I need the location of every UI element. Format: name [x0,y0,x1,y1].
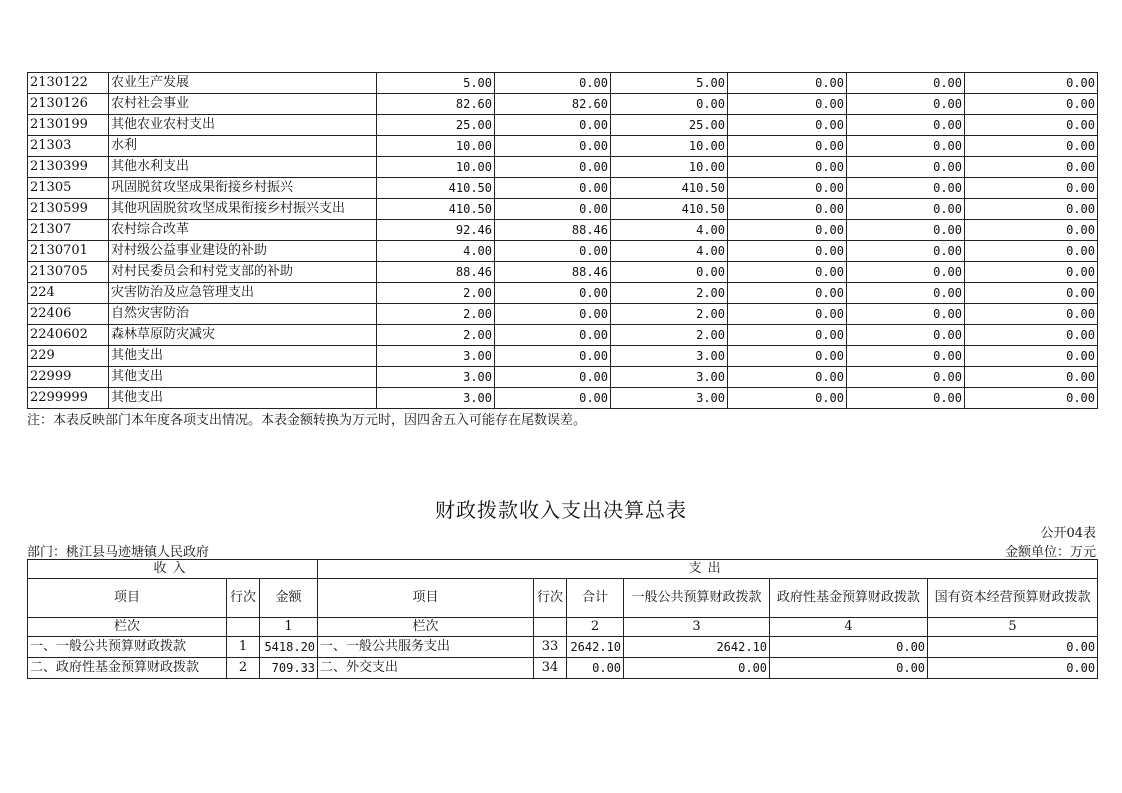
row-total: 3.00 [377,367,495,388]
row-basic: 0.00 [495,199,611,220]
row-code: 229 [28,346,109,367]
table-row [28,199,1098,220]
row-basic: 88.46 [495,220,611,241]
row-total: 88.46 [377,262,495,283]
row-total: 10.00 [377,136,495,157]
row-v4: 0.00 [728,283,847,304]
row-total: 25.00 [377,115,495,136]
row-v5: 0.00 [847,178,965,199]
row-basic: 88.46 [495,262,611,283]
row-v6: 0.00 [965,388,1098,409]
row-name: 其他支出 [109,346,377,367]
row-name: 自然灾害防治 [109,304,377,325]
row-v6: 0.00 [965,220,1098,241]
row-basic: 0.00 [495,241,611,262]
row-v6: 0.00 [965,136,1098,157]
row-project: 0.00 [611,94,728,115]
summary-general: 0.00 [624,658,770,679]
row-name: 农村社会事业 [109,94,377,115]
row-basic: 0.00 [495,367,611,388]
column-index-3: 3 [624,618,770,637]
row-name: 其他农业农村支出 [109,115,377,136]
row-code: 2130399 [28,157,109,178]
row-code: 224 [28,283,109,304]
row-name: 农村综合改革 [109,220,377,241]
row-v6: 0.00 [965,94,1098,115]
row-total: 3.00 [377,388,495,409]
summary-fund: 0.00 [770,658,928,679]
table-row [28,283,1098,304]
summary-row [28,637,1098,658]
row-total: 410.50 [377,178,495,199]
row-v5: 0.00 [847,283,965,304]
col-expense-item: 项目 [318,579,534,618]
row-basic: 0.00 [495,283,611,304]
row-v5: 0.00 [847,94,965,115]
summary-state: 0.00 [928,637,1098,658]
table-row [28,178,1098,199]
row-v6: 0.00 [965,73,1098,94]
department-label: 部门：桃江县马迹塘镇人民政府 [27,545,210,560]
table-row [28,241,1098,262]
row-code: 2240602 [28,325,109,346]
col-fund-budget: 政府性基金预算财政拨款 [770,579,928,618]
row-v6: 0.00 [965,241,1098,262]
row-v4: 0.00 [728,94,847,115]
summary-fund: 0.00 [770,637,928,658]
table-row [28,262,1098,283]
col-income-amount: 金额 [260,579,318,618]
row-total: 410.50 [377,199,495,220]
summary-income-amount: 709.33 [260,658,318,679]
row-v6: 0.00 [965,367,1098,388]
summary-expense-item: 一、一般公共服务支出 [318,637,534,658]
row-v5: 0.00 [847,367,965,388]
summary-expense-line: 33 [534,637,567,658]
column-index-empty-2 [534,618,567,637]
row-total: 10.00 [377,157,495,178]
row-total: 5.00 [377,73,495,94]
row-v4: 0.00 [728,157,847,178]
report-title: 财政拨款收入支出决算总表 [435,498,687,522]
table-row [28,388,1098,409]
row-v4: 0.00 [728,325,847,346]
row-project: 10.00 [611,157,728,178]
row-v4: 0.00 [728,346,847,367]
row-code: 2299999 [28,388,109,409]
row-v5: 0.00 [847,136,965,157]
row-code: 2130122 [28,73,109,94]
form-number: 公开04表 [1040,526,1096,541]
row-name: 其他水利支出 [109,157,377,178]
row-code: 22406 [28,304,109,325]
row-basic: 0.00 [495,388,611,409]
row-code: 21307 [28,220,109,241]
row-project: 410.50 [611,178,728,199]
amount-unit-label: 金额单位：万元 [1004,545,1096,560]
row-v5: 0.00 [847,304,965,325]
summary-income-line: 1 [227,637,260,658]
row-basic: 0.00 [495,178,611,199]
row-code: 21305 [28,178,109,199]
row-total: 2.00 [377,325,495,346]
expense-header: 支出 [318,560,1098,579]
row-total: 3.00 [377,346,495,367]
row-v4: 0.00 [728,136,847,157]
row-basic: 0.00 [495,115,611,136]
col-state-capital: 国有资本经营预算财政拨款 [928,579,1098,618]
col-income-item: 项目 [28,579,227,618]
column-index-empty [227,618,260,637]
row-v6: 0.00 [965,115,1098,136]
row-name: 对村民委员会和村党支部的补助 [109,262,377,283]
row-total: 2.00 [377,283,495,304]
row-basic: 0.00 [495,304,611,325]
summary-income-line: 2 [227,658,260,679]
row-v6: 0.00 [965,178,1098,199]
summary-income-amount: 5418.20 [260,637,318,658]
summary-income-item: 二、政府性基金预算财政拨款 [28,658,227,679]
row-project: 3.00 [611,346,728,367]
col-expense-line: 行次 [534,579,567,618]
summary-expense-line: 34 [534,658,567,679]
row-v6: 0.00 [965,283,1098,304]
row-project: 3.00 [611,388,728,409]
summary-row [28,658,1098,679]
table-row [28,220,1098,241]
summary-total: 2642.10 [567,637,624,658]
row-total: 82.60 [377,94,495,115]
row-v5: 0.00 [847,346,965,367]
row-v5: 0.00 [847,388,965,409]
row-v6: 0.00 [965,325,1098,346]
row-name: 森林草原防灾减灾 [109,325,377,346]
row-basic: 0.00 [495,346,611,367]
row-basic: 0.00 [495,157,611,178]
col-total: 合计 [567,579,624,618]
row-v5: 0.00 [847,157,965,178]
row-v5: 0.00 [847,199,965,220]
row-basic: 0.00 [495,325,611,346]
table-row [28,115,1098,136]
row-v4: 0.00 [728,220,847,241]
table-note: 注：本表反映部门本年度各项支出情况。本表金额转换为万元时，因四舍五入可能存在尾数误差。 [27,413,587,428]
summary-total: 0.00 [567,658,624,679]
row-code: 2130199 [28,115,109,136]
column-index-5: 5 [928,618,1098,637]
row-v5: 0.00 [847,241,965,262]
row-v4: 0.00 [728,388,847,409]
row-v6: 0.00 [965,262,1098,283]
row-project: 410.50 [611,199,728,220]
summary-income-item: 一、一般公共预算财政拨款 [28,637,227,658]
row-project: 0.00 [611,262,728,283]
row-code: 2130701 [28,241,109,262]
fiscal-summary-table [27,559,1098,679]
table-row [28,157,1098,178]
col-general-budget: 一般公共预算财政拨款 [624,579,770,618]
row-code: 2130126 [28,94,109,115]
row-basic: 0.00 [495,73,611,94]
row-v4: 0.00 [728,367,847,388]
row-name: 巩固脱贫攻坚成果衔接乡村振兴 [109,178,377,199]
row-project: 2.00 [611,304,728,325]
row-project: 4.00 [611,241,728,262]
row-v5: 0.00 [847,262,965,283]
row-v4: 0.00 [728,115,847,136]
row-name: 灾害防治及应急管理支出 [109,283,377,304]
income-header: 收入 [28,560,318,579]
expense-detail-table [27,72,1098,409]
row-code: 21303 [28,136,109,157]
row-code: 2130705 [28,262,109,283]
row-project: 2.00 [611,283,728,304]
column-index-4: 4 [770,618,928,637]
row-v4: 0.00 [728,199,847,220]
col-income-line: 行次 [227,579,260,618]
row-v4: 0.00 [728,262,847,283]
column-index-label: 栏次 [28,618,227,637]
row-project: 4.00 [611,220,728,241]
row-project: 2.00 [611,325,728,346]
row-name: 其他支出 [109,388,377,409]
row-v5: 0.00 [847,220,965,241]
row-project: 3.00 [611,367,728,388]
row-total: 2.00 [377,304,495,325]
row-basic: 0.00 [495,136,611,157]
row-v6: 0.00 [965,199,1098,220]
column-index-2: 2 [567,618,624,637]
row-basic: 82.60 [495,94,611,115]
row-project: 5.00 [611,73,728,94]
row-code: 22999 [28,367,109,388]
row-v6: 0.00 [965,157,1098,178]
row-name: 水利 [109,136,377,157]
summary-state: 0.00 [928,658,1098,679]
row-v5: 0.00 [847,73,965,94]
column-index-1: 1 [260,618,318,637]
row-name: 对村级公益事业建设的补助 [109,241,377,262]
row-v4: 0.00 [728,304,847,325]
row-total: 92.46 [377,220,495,241]
row-v5: 0.00 [847,115,965,136]
row-v4: 0.00 [728,178,847,199]
table-row [28,73,1098,94]
row-project: 10.00 [611,136,728,157]
row-code: 2130599 [28,199,109,220]
summary-expense-item: 二、外交支出 [318,658,534,679]
table-row [28,367,1098,388]
row-v4: 0.00 [728,73,847,94]
row-name: 其他支出 [109,367,377,388]
row-v6: 0.00 [965,346,1098,367]
row-total: 4.00 [377,241,495,262]
row-v5: 0.00 [847,325,965,346]
table-row [28,94,1098,115]
row-name: 农业生产发展 [109,73,377,94]
table-row [28,304,1098,325]
row-name: 其他巩固脱贫攻坚成果衔接乡村振兴支出 [109,199,377,220]
table-row [28,346,1098,367]
row-project: 25.00 [611,115,728,136]
row-v6: 0.00 [965,304,1098,325]
table-row [28,136,1098,157]
table-row [28,325,1098,346]
summary-general: 2642.10 [624,637,770,658]
column-index-label-2: 栏次 [318,618,534,637]
row-v4: 0.00 [728,241,847,262]
